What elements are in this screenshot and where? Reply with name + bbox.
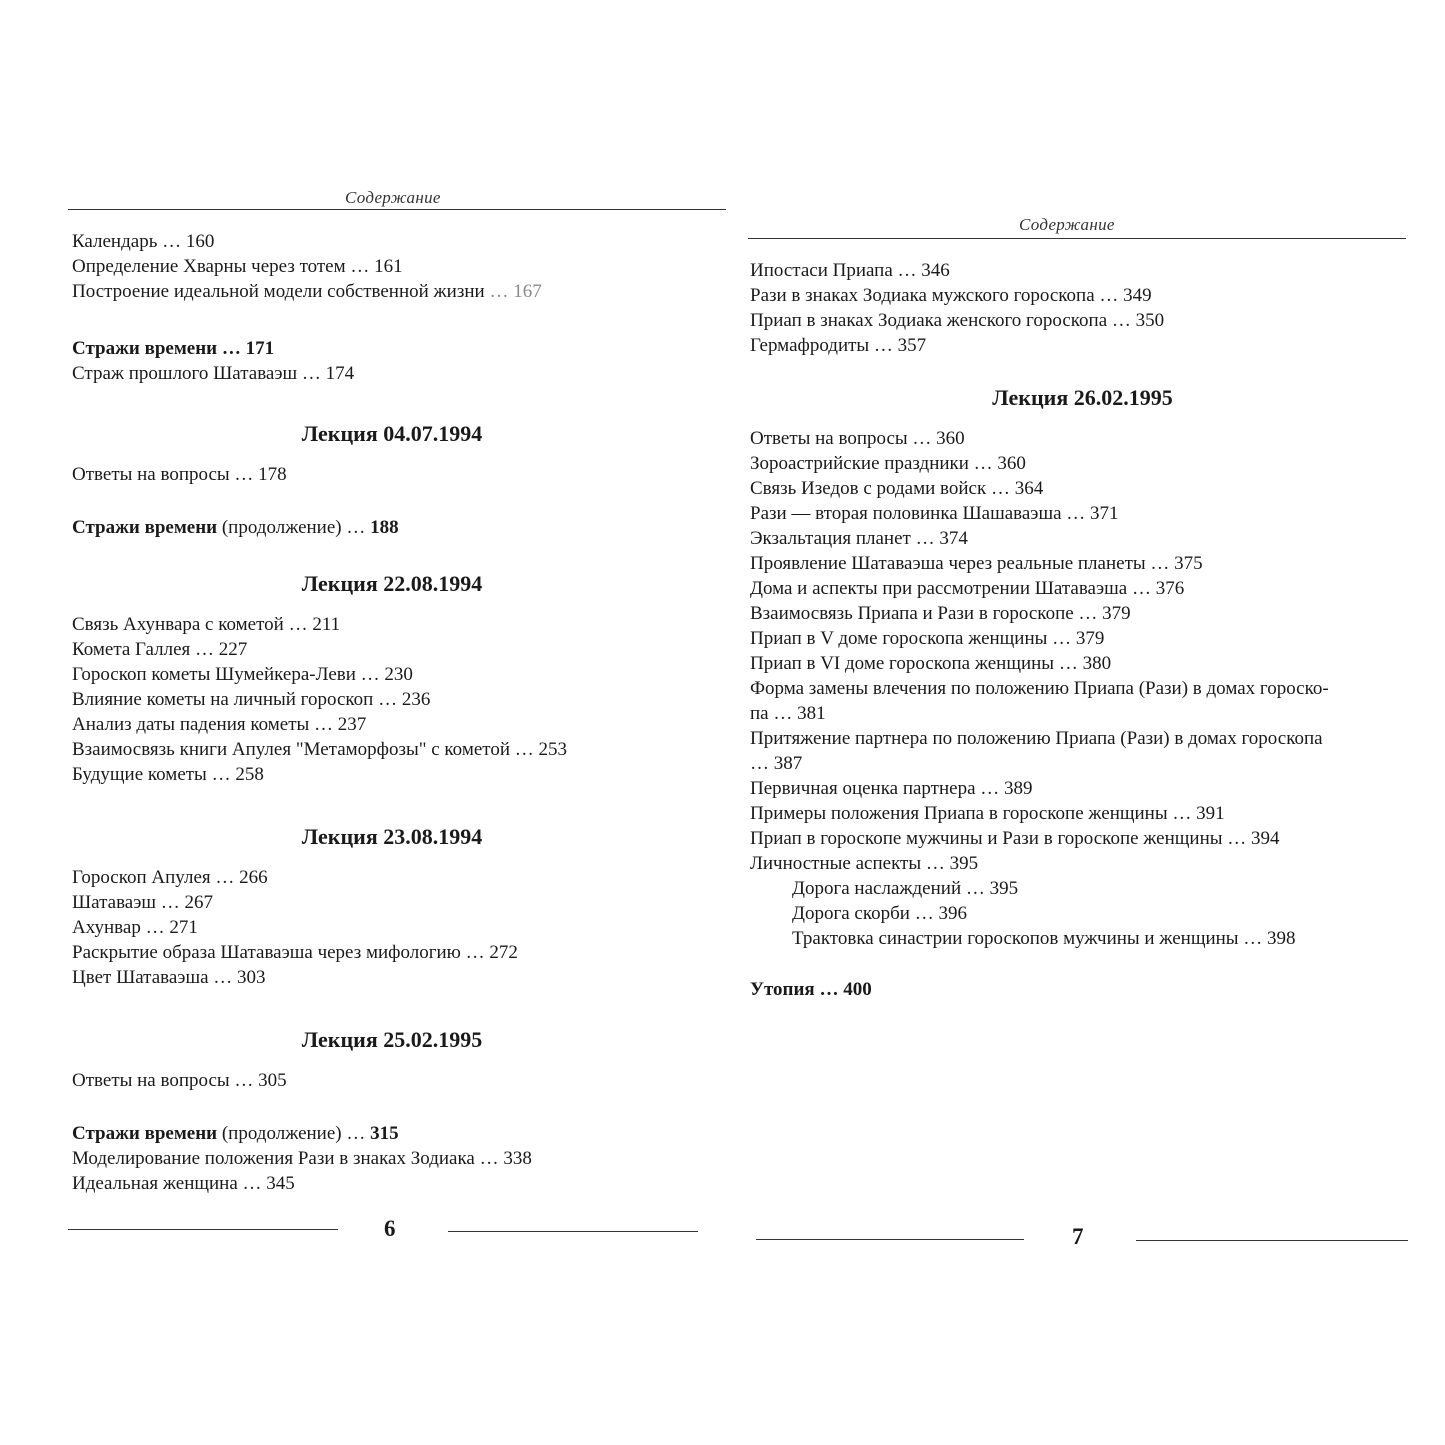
toc-entry: Приап в гороскопе мужчины и Рази в гороскопе женщины … 394	[750, 828, 1280, 849]
toc-entry: Комета Галлея … 227	[72, 639, 248, 660]
lecture-title: Лекция 23.08.1994	[301, 824, 483, 849]
section-rest: (продолжение) …	[217, 517, 371, 538]
section-bold: Стражи времени	[72, 517, 218, 538]
toc-right	[750, 258, 1415, 1002]
toc-entry-wrapped-cont: … 387	[750, 753, 803, 774]
footer-rule-left	[68, 1229, 338, 1230]
toc-entry: Будущие кометы … 258	[72, 764, 264, 785]
page-number: 7	[1072, 1224, 1084, 1249]
toc-entry-text: Построение идеальной модели собственной жизни	[72, 281, 485, 302]
footer-rule-left	[756, 1239, 1024, 1240]
toc-entry: Страж прошлого Шатаваэш … 174	[72, 363, 355, 384]
toc-entry: Календарь … 160	[72, 231, 215, 252]
toc-subentry: Дорога наслаждений … 395	[792, 878, 1019, 899]
toc-entry: Анализ даты падения кометы … 237	[72, 714, 367, 735]
toc-entry: Цвет Шатаваэша … 303	[72, 967, 266, 988]
lecture-title: Лекция 26.02.1995	[992, 385, 1173, 410]
toc-entry: Гороскоп кометы Шумейкера-Леви … 230	[72, 664, 413, 685]
lecture-title: Лекция 25.02.1995	[301, 1027, 483, 1052]
spacer	[72, 1093, 712, 1117]
spacer	[72, 487, 712, 511]
toc-entry: Ипостаси Приапа … 346	[750, 260, 950, 281]
spacer	[72, 304, 712, 328]
toc-entry: Экзальтация планет … 374	[750, 528, 968, 549]
right-page	[722, 0, 1445, 1445]
toc-entry: Взаимосвязь книги Апулея "Метаморфозы" с кометой … 253	[72, 739, 568, 760]
toc-entry: Зороастрийские праздники … 360	[750, 453, 1026, 474]
page-number: 6	[384, 1216, 396, 1241]
toc-entry: Рази — вторая половинка Шашаваэша … 371	[750, 503, 1119, 524]
toc-subentry: Дорога скорби … 396	[792, 903, 967, 924]
toc-entry: Первичная оценка партнера … 389	[750, 778, 1033, 799]
toc-entry-wrapped-cont: па … 381	[750, 703, 826, 724]
toc-entry: Ответы на вопросы … 178	[72, 464, 287, 485]
toc-left	[72, 229, 712, 1196]
toc-entry: Связь Изедов с родами войск … 364	[750, 478, 1044, 499]
toc-entry: Рази в знаках Зодиака мужского гороскопа … 349	[750, 285, 1152, 306]
toc-entry: Взаимосвязь Приапа и Рази в гороскопе … 379	[750, 603, 1131, 624]
toc-entry: Влияние кометы на личный гороскоп … 236	[72, 689, 431, 710]
lecture-title: Лекция 04.07.1994	[301, 421, 483, 446]
toc-section-bold: Стражи времени … 171	[72, 338, 275, 359]
toc-subentry: Трактовка синастрии гороскопов мужчины и женщины … 398	[792, 928, 1296, 949]
lecture-title: Лекция 22.08.1994	[301, 571, 483, 596]
section-rest: (продолжение) …	[217, 1123, 371, 1144]
toc-entry: Дома и аспекты при рассмотрении Шатаваэша … 376	[750, 578, 1185, 599]
toc-entry: Ответы на вопросы … 305	[72, 1070, 287, 1091]
running-head: Содержание	[345, 188, 441, 207]
toc-entry: Приап в V доме гороскопа женщины … 379	[750, 628, 1105, 649]
toc-entry: Определение Хварны через тотем … 161	[72, 256, 403, 277]
header-rule	[68, 209, 726, 210]
section-bold: Стражи времени	[72, 1123, 218, 1144]
toc-entry: Проявление Шатаваэша через реальные планеты … 375	[750, 553, 1203, 574]
toc-entry: Шатаваэш … 267	[72, 892, 214, 913]
running-head: Содержание	[1019, 215, 1115, 234]
toc-section-continued	[72, 1121, 712, 1146]
toc-entry: Приап в VI доме гороскопа женщины … 380	[750, 653, 1112, 674]
spacer	[750, 951, 1415, 975]
toc-section-continued	[72, 515, 712, 540]
toc-entry: Ахунвар … 271	[72, 917, 198, 938]
toc-entry	[72, 279, 712, 304]
toc-entry: Личностные аспекты … 395	[750, 853, 979, 874]
toc-entry-page-faint: … 167	[484, 281, 542, 302]
toc-entry: Гороскоп Апулея … 266	[72, 867, 268, 888]
toc-entry-wrapped: Форма замены влечения по положению Приапа (Рази) в домах гороско-	[750, 678, 1329, 699]
toc-entry: Раскрытие образа Шатаваэша через мифологию … 272	[72, 942, 518, 963]
toc-entry: Ответы на вопросы … 360	[750, 428, 965, 449]
toc-entry: Гермафродиты … 357	[750, 335, 927, 356]
left-page	[0, 0, 722, 1445]
footer-rule-right	[448, 1231, 698, 1232]
toc-entry-wrapped: Притяжение партнера по положению Приапа (Рази) в домах гороскопа	[750, 728, 1323, 749]
toc-entry: Моделирование положения Рази в знаках Зодиака … 338	[72, 1148, 532, 1169]
header-rule	[748, 238, 1406, 239]
toc-entry: Идеальная женщина … 345	[72, 1173, 295, 1194]
toc-entry: Связь Ахунвара с кометой … 211	[72, 614, 341, 635]
toc-entry: Примеры положения Приапа в гороскопе женщины … 391	[750, 803, 1225, 824]
section-page: 315	[370, 1123, 399, 1144]
toc-section-bold: Утопия … 400	[750, 979, 872, 1000]
section-page: 188	[370, 517, 399, 538]
footer-rule-right	[1136, 1240, 1408, 1241]
toc-entry: Приап в знаках Зодиака женского гороскопа … 350	[750, 310, 1165, 331]
